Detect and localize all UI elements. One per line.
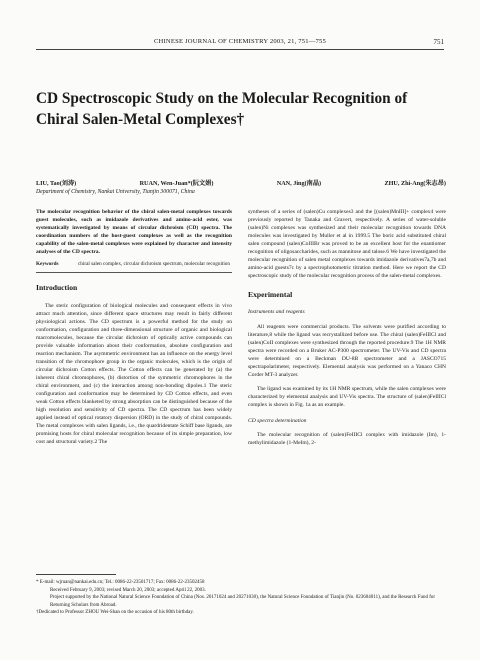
introduction-paragraph: The steric configuration of biological molecules and consequent effects in vivo attract much attention, since different space structures may result in fairly different physiological actions. The CD spectrum is a powerful method for the study on conformation, configuration and three-dimensional structure of organic and biological macromolecules, because the circular dichroism of optically active compounds can provide valuable information about their conformation, absolute configuration and reaction mechanism. The asymmetric environment has an influence on the energy level transition of the chromophore group in the organic molecules, which is the origin of circular dichroism Cotton effects. The Cotton effects can be generated by (a) the inherent chiral chromophores, (b) distortion of the symmetric chromophores in the chiral environment, and (c) the interaction among non-bonding dipoles.1 The steric configuration and conformation may be determined by CD Cotton effects, and even weak Cotton effects blanketed by strong absorption can be distinguished because of the high resolution and sensitivity of CD spectra. The CD spectrum has been widely applied instead of optical rotatory dispersion (ORD) in the study of chiral compounds. The metal complexes with salen ligands, i.e., the quardridentate Schiff base ligands, are promising hosts for chiral molecular recognition because of its simple preparation, low cost and structural variety.2 The [36, 302, 232, 446]
keywords-rule [36, 272, 232, 273]
page-number: 751 [433, 38, 444, 46]
header-rule [36, 49, 444, 50]
keywords-label: Keywords [36, 261, 59, 268]
instruments-subheading: Instruments and reagents [248, 309, 305, 316]
footnote-email: * E-mail: wjruan@nankai.edu.cn; Tel.: 0086-22-23501717; Fax: 0086-22-23502458 [36, 580, 205, 585]
experimental-heading: Experimental [248, 290, 293, 300]
footnote-dedication: †Dedicated to Professor ZHOU Wei-Shan on the occasion of his 80th birthday. [36, 610, 194, 616]
introduction-continued: syntheses of a series of (salen)Cu complexes3 and the [(salen)MnIII]+ complex4 were previously reported by Tanaka and Gravert, respectively. A series of water-soluble (salen)Ni complexes was synthesized and their molecular recognition towards DNA molecules was investigated by Muller et al in 1999.5 The boric acid substituted chiral salen compound (salen)CoIIIBr was proved to be an excellent host for the enantiomer recognition of oligosaccharides, such as mannitose and talose.6 We have investigated the molecular recognition of salen metal complexes towards imidazole derivatives7a,7b and amino-acid guests7c by a spectrophotometric titration method. Here we report the CD spectroscopic study of the molecular recognition process of the salen-metal complexes. [248, 209, 446, 280]
right-column [248, 208, 446, 447]
footnote-funding: Project supported by the National Natural Science Foundation of China (Nos. 20171024 and 20271030), the Natural Science Foundation of Tianjin (No. 023604011), and the Research Fund for Returning Scholars from Abroad. [50, 595, 436, 608]
cd-paragraph: The molecular recognition of (salen)FeIIICl complex with imidazole (Im), 1-methylimidazole (1-MeIm), 2- [248, 432, 446, 447]
affiliation: Department of Chemistry, Nankai University, Tianjin 300071, China [36, 189, 195, 195]
footnote-received: Received February 9, 2003; revised March 20, 2003; accepted April 22, 2003. [50, 587, 206, 593]
article-title: CD Spectroscopic Study on the Molecular Recognition of Chiral Salen-Metal Complexes† [36, 90, 408, 128]
author: NAN, Jing(南晶) [276, 180, 322, 187]
author: RUAN, Wen-Juan*(阮文娟) [139, 180, 214, 187]
introduction-heading: Introduction [36, 283, 78, 293]
cd-subheading: CD spectra determination [248, 417, 307, 424]
instruments-paragraph: All reagents were commercial products. The solvents were purified according to literature,8 while the ligand was recrystallized before use. The chiral (salen)FeIIICl and (salen)CoII complexes were synthesized through the reported procedure.9 The 1H NMR spectra were recorded on a Bruker AC-P300 spectrometer. The UV-Vis and CD spectra were determined on a Beckman DU-8B spectrometer and a JASCO715 spectrapolarimeter, respectively. Elemental analysis was performed on a Yanaco CHN Corder MT-3 analyzer. [248, 323, 446, 378]
keywords-text: chiral salen complex, circular dichroism spectrum, molecular recognition [78, 261, 230, 268]
footnotes [36, 579, 444, 617]
left-column [36, 208, 232, 446]
abstract: The molecular recognition behavior of the chiral salen-metal complexes towards guest molecules, such as imidazole derivatives and amino-acid ester, was systematically investigated by means of circular dichroism (CD) spectra. The coordination numbers of the host-guest complexes as well as the recognition capability of the salen-metal complexes were explained by character and intensity analyses of the CD spectra. [36, 209, 232, 256]
footnote-rule [36, 574, 116, 575]
keywords-block [36, 261, 232, 268]
author: LIU, Tao(刘涛) [36, 180, 77, 187]
author: ZHU, Zhi-Ang(朱志昂) [384, 180, 446, 187]
ligand-paragraph: The ligand was examined by its 1H NMR spectrum, while the salen complexes were characterized by elemental analysis and UV-Vis spectra. The structure of (salen)FeIIICl complex is shown in Fig. 1a as an example. [248, 385, 446, 408]
journal-citation: CHINESE JOURNAL OF CHEMISTRY 2003, 21, 751—755 [153, 38, 327, 45]
author-list [36, 178, 446, 187]
